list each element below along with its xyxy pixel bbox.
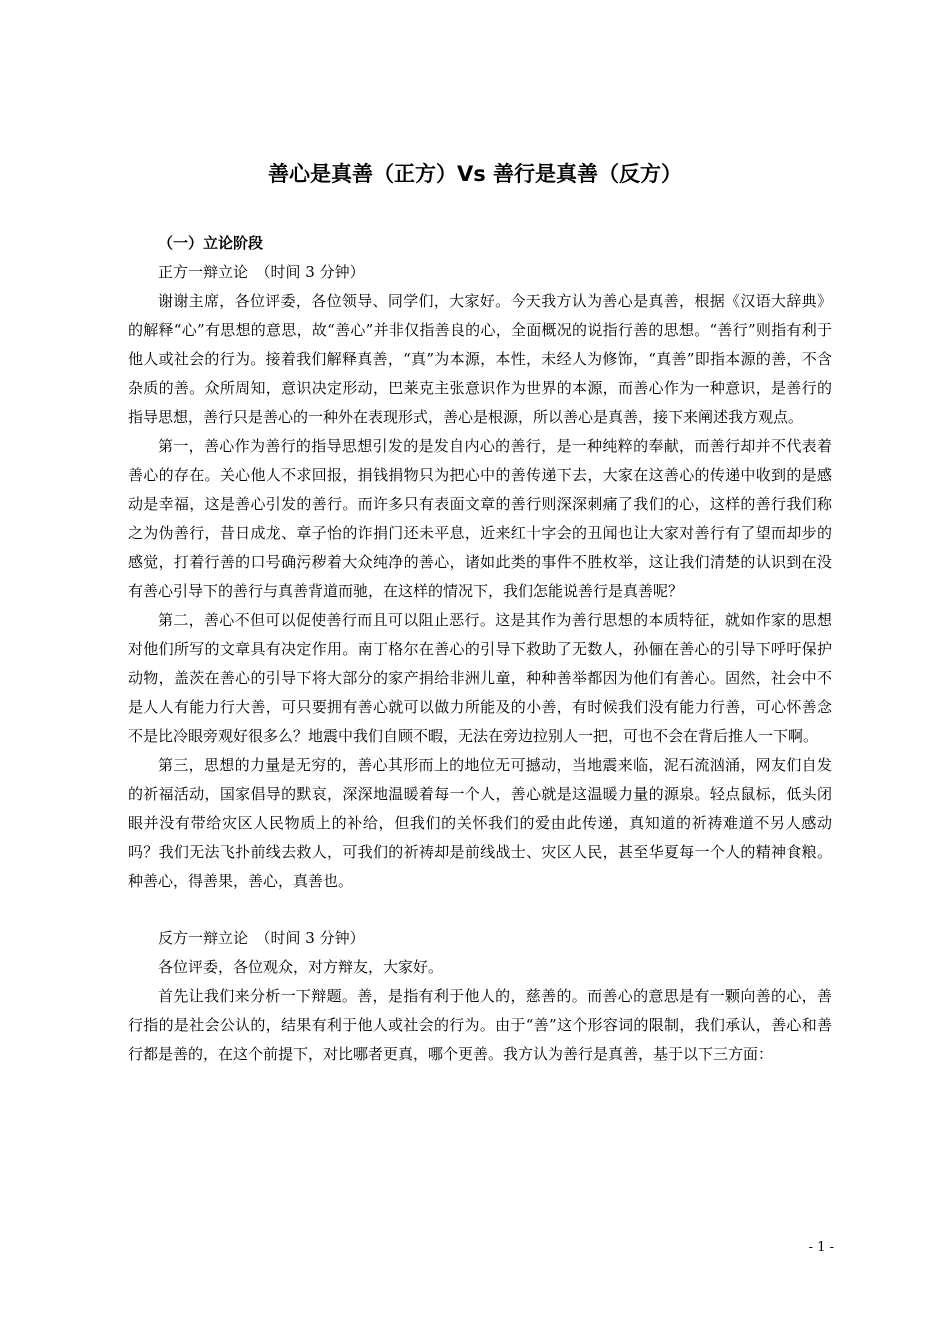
paragraph: 首先让我们来分析一下辩题。善，是指有利于他人的，慈善的。而善心的意思是有一颗向善的心，善行指的是社会公认的，结果有利于他人或社会的行为。由于“善”这个形容词的限制，我们承认，善心和善行都是善的，在这个前提下，对比哪者更真，哪个更善。我方认为善行是真善，基于以下三方面： [128,987,832,1063]
paragraph: 第一，善心作为善行的指导思想引发的是发自内心的善行，是一种纯粹的奉献，而善行却并不代表着善心的存在。关心他人不求回报，捐钱捐物只为把心中的善传递下去，大家在这善心的传递中收到的是感动是幸福，这是善心引发的善行。而许多只有表面文章的善行则深深刺痛了我们的心，这样的善行我们称之为伪善行，昔日成龙、章子怡的诈捐门还未平息，近来红十字会的丑闻也让大家对善行有了望而却步的感觉，打着行善的口号确污秽着大众纯净的善心，诸如此类的事件不胜枚举，这让我们清楚的认识到在没有善心引导下的善行与真善背道而驰，在这样的情况下，我们怎能说善行是真善呢？ [128,437,832,600]
paragraph: 各位评委，各位观众，对方辩友，大家好。 [158,958,444,976]
section-heading: （一）立论阶段 [158,234,264,252]
con-first-speech-heading: 反方一辩立论 （时间 3 分钟） [158,929,365,947]
page-number: - 1 - [808,1240,834,1255]
paragraph-spacer [128,896,832,924]
document-body [128,229,832,1069]
paragraph: 谢谢主席，各位评委，各位领导、同学们，大家好。今天我方认为善心是真善，根据《汉语大辞典》的解释“心”有思想的意思，故“善心”并非仅指善良的心，全面概况的说指行善的思想。“善行”则指有利于他人或社会的行为。接着我们解释真善，“真”为本源，本性，未经人为修饰，“真善”即指本源的善，不含杂质的善。众所周知，意识决定形动，巴莱克主张意识作为世界的本源，而善心作为一种意识，是善行的指导思想，善行只是善心的一种外在表现形式，善心是根源，所以善心是真善，接下来阐述我方观点。 [128,292,832,426]
pro-first-speech-heading: 正方一辩立论 （时间 3 分钟） [158,263,365,281]
paragraph: 第二，善心不但可以促使善行而且可以阻止恶行。这是其作为善行思想的本质特征，就如作家的思想对他们所写的文章具有决定作用。南丁格尔在善心的引导下救助了无数人，孙俪在善心的引导下呼吁保护动物，盖茨在善心的引导下将大部分的家产捐给非洲儿童，种种善举都因为他们有善心。固然，社会中不是人人有能力行大善，可只要拥有善心就可以做力所能及的小善，有时候我们没有能力行善，可心怀善念不是比冷眼旁观好很多么？地震中我们自顾不暇，无法在旁边拉别人一把，可也不会在背后推人一下啊。 [128,611,832,745]
paragraph: 第三，思想的力量是无穷的，善心其形而上的地位无可撼动，当地震来临，泥石流汹涌，网友们自发的祈福活动，国家倡导的默哀，深深地温暖着每一个人，善心就是这温暖力量的源泉。轻点鼠标，低头闭眼并没有带给灾区人民物质上的补给，但我们的关怀我们的爱由此传递，真知道的祈祷难道不另人感动吗？我们无法飞扑前线去救人，可我们的祈祷却是前线战士、灾区人民，甚至华夏每一个人的精神食粮。种善心，得善果，善心，真善也。 [128,756,832,890]
document-title: 善心是真善（正方）Vs 善行是真善（反方） [267,162,683,186]
